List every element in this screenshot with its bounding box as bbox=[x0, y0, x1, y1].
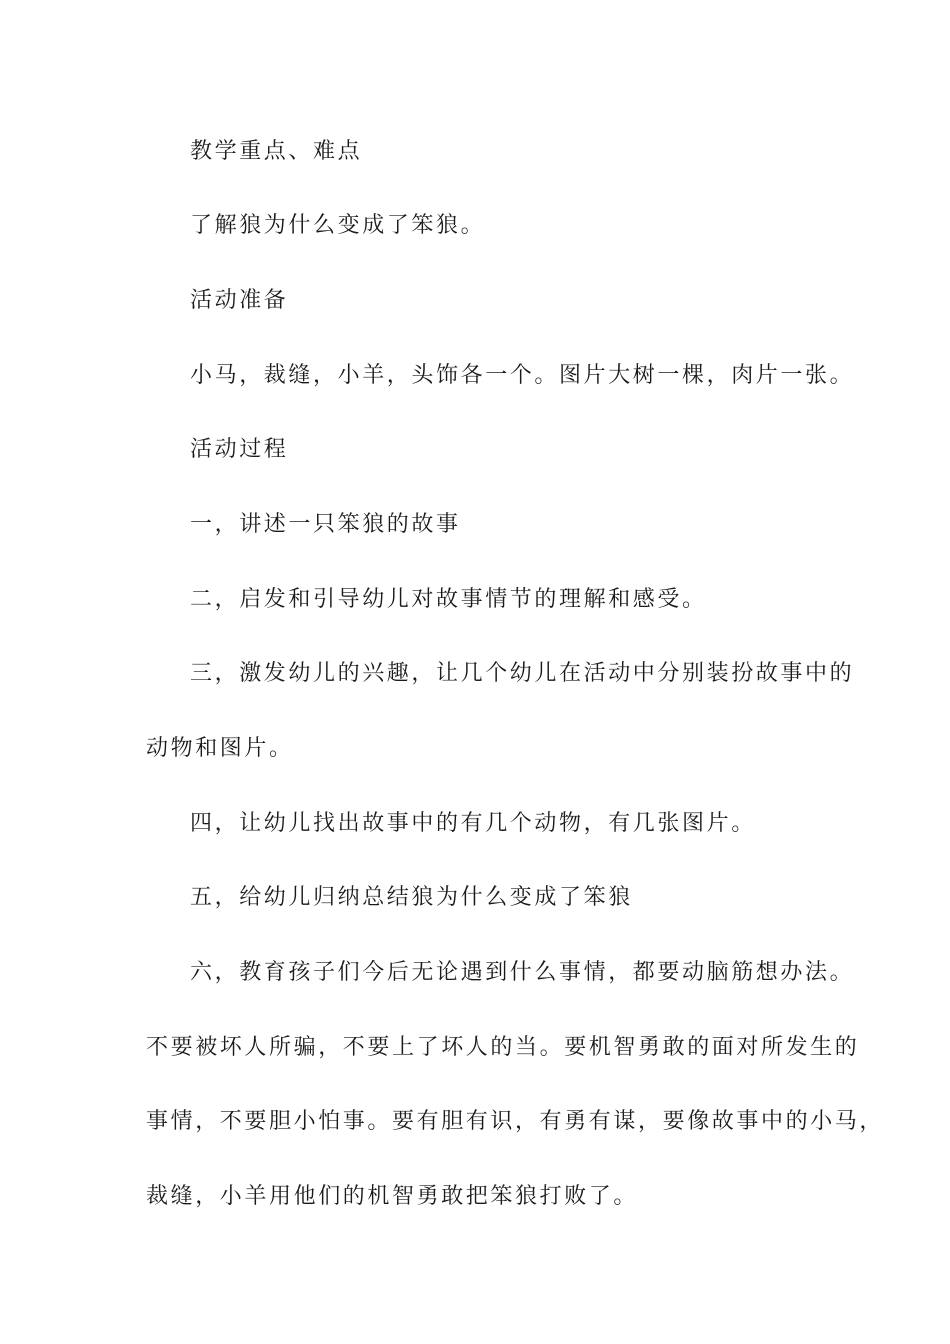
paragraph-preparation-text: 小马，裁缝，小羊，头饰各一个。图片大树一棵，肉片一张。 bbox=[190, 363, 855, 388]
step-six-line-4: 裁缝，小羊用他们的机智勇敢把笨狼打败了。 bbox=[146, 1184, 639, 1209]
heading-preparation: 活动准备 bbox=[190, 288, 289, 313]
step-six-line-3: 事情，不要胆小怕事。要有胆有识，有勇有谋，要像故事中的小马， bbox=[146, 1109, 885, 1134]
paragraph-key-points-text: 了解狼为什么变成了笨狼。 bbox=[190, 213, 486, 238]
step-three-line-2: 动物和图片。 bbox=[146, 736, 294, 761]
step-four: 四，让幼儿找出故事中的有几个动物，有几张图片。 bbox=[190, 811, 756, 836]
step-one: 一，讲述一只笨狼的故事 bbox=[190, 512, 461, 537]
heading-process: 活动过程 bbox=[190, 437, 289, 462]
step-two: 二，启发和引导幼儿对故事情节的理解和感受。 bbox=[190, 587, 707, 612]
step-five: 五，给幼儿归纳总结狼为什么变成了笨狼 bbox=[190, 885, 633, 910]
step-six-line-2: 不要被坏人所骗，不要上了坏人的当。要机智勇敢的面对所发生的 bbox=[146, 1035, 860, 1060]
step-three-line-1: 三，激发幼儿的兴趣，让几个幼儿在活动中分别装扮故事中的 bbox=[190, 661, 855, 686]
step-six-line-1: 六，教育孩子们今后无论遇到什么事情，都要动脑筋想办法。 bbox=[190, 960, 855, 985]
heading-key-points: 教学重点、难点 bbox=[190, 139, 363, 164]
